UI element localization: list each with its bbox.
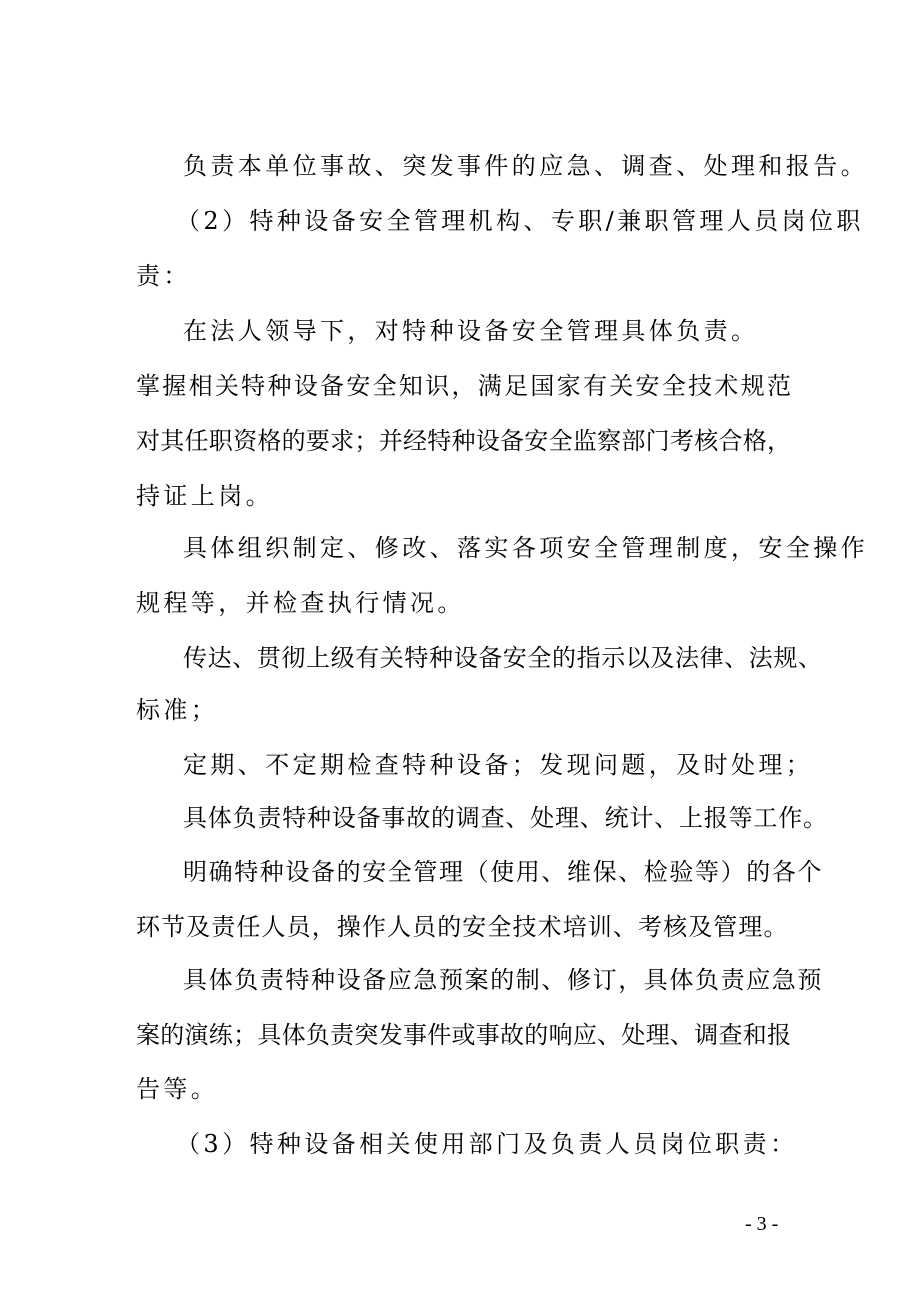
section-heading: （3）特种设备相关使用部门及负责人员岗位职责：: [176, 1130, 798, 1158]
paragraph-line: 在法人领导下，对特种设备安全管理具体负责。: [183, 317, 759, 345]
paragraph-line: 规程等，并检查执行情况。: [136, 589, 465, 617]
paragraph-line: 具体负责特种设备应急预案的制、修订，具体负责应急预: [183, 966, 823, 994]
paragraph-line: 负责本单位事故、突发事件的应急、调查、处理和报告。: [183, 152, 868, 180]
paragraph-line: 具体负责特种设备事故的调查、处理、统计、上报等工作。: [183, 804, 828, 832]
paragraph-line: 环节及责任人员，操作人员的安全技术培训、考核及管理。: [136, 913, 789, 941]
paragraph-line: 传达、贯彻上级有关特种设备安全的指示以及法律、法规、: [183, 644, 823, 672]
paragraph-line: 掌握相关特种设备安全知识，满足国家有关安全技术规范: [136, 372, 791, 400]
page-number: - 3 -: [745, 1213, 779, 1235]
paragraph-line: 对其任职资格的要求；并经特种设备安全监察部门考核合格，: [136, 427, 791, 455]
paragraph-line: 标准；: [136, 696, 219, 724]
paragraph-line: 明确特种设备的安全管理（使用、维保、检验等）的各个: [183, 858, 823, 886]
paragraph-line: 案的演练；具体负责突发事件或事故的响应、处理、调查和报: [136, 1021, 791, 1049]
section-heading: （2）特种设备安全管理机构、专职/兼职管理人员岗位职: [176, 207, 864, 235]
paragraph-line: 具体组织制定、修改、落实各项安全管理制度，安全操作: [183, 534, 868, 562]
paragraph-line: 定期、不定期检查特种设备；发现问题，及时处理；: [183, 751, 814, 779]
paragraph-line: 告等。: [136, 1075, 219, 1103]
paragraph-line: 持证上岗。: [136, 482, 273, 510]
paragraph-line: 责：: [136, 262, 191, 290]
